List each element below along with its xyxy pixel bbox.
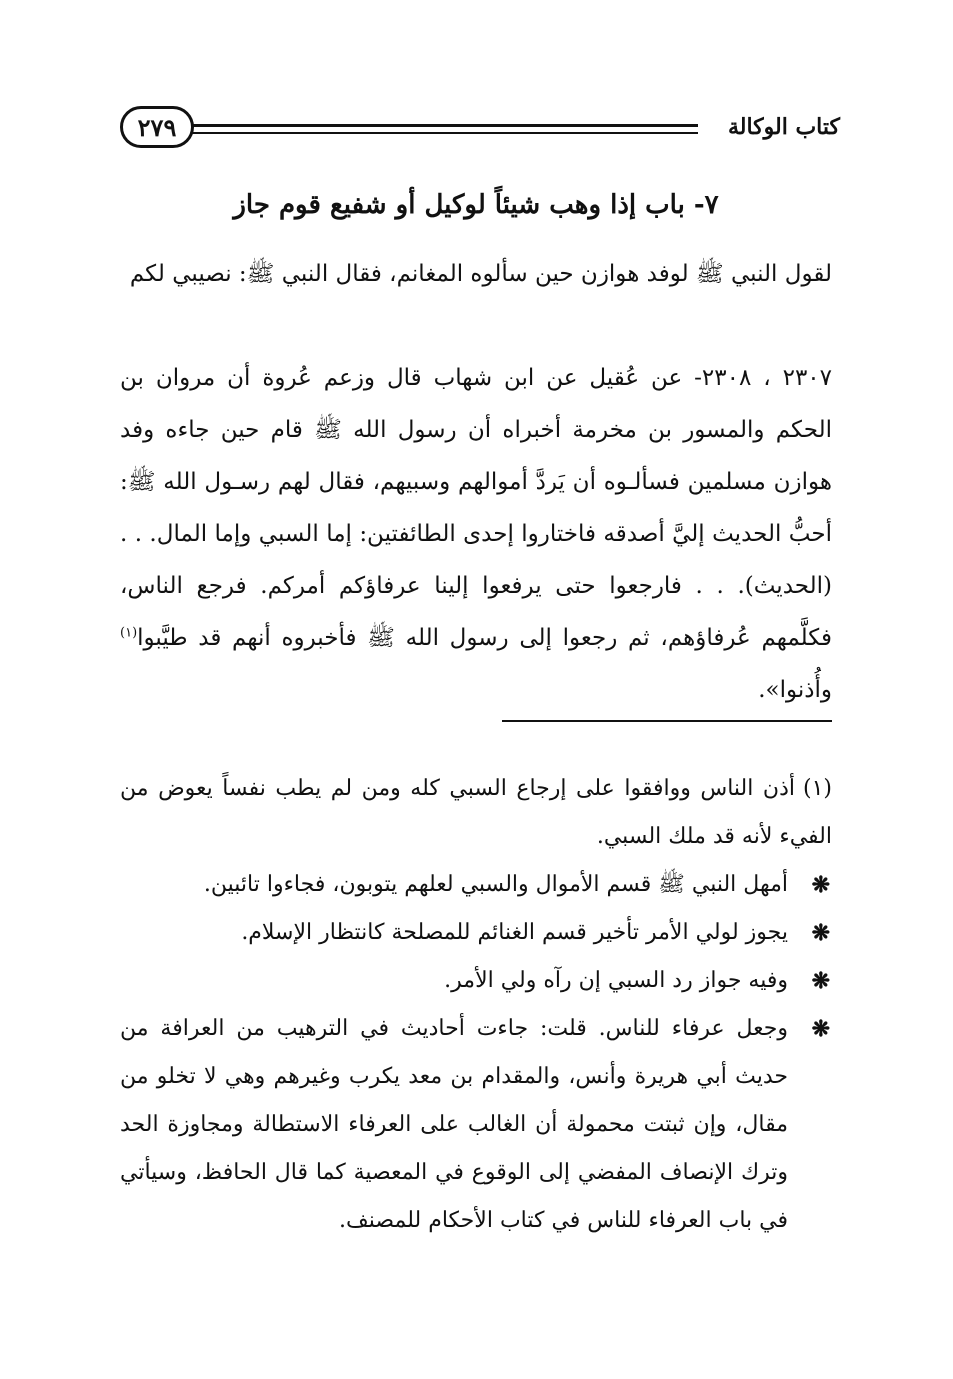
benefit-note-text: وجعل عرفاء للناس. قلت: جاءت أحاديث في الترهيب من العرافة من حديث أبي هريرة وأنس، والمقدام بن معد يكرب وغيرهم وهي لا تخلو من مقال، وإن ثبتت محمولة أن الغالب على العرفاء الاستطالة ومجاوزة الحد وترك الإنصاف المفضي إلى الوقوع في المعصية كما قال الحافظ، وسيأتي في باب العرفاء للناس في كتاب الأحكام للمصنف.	[120, 1016, 788, 1233]
benefit-note	[120, 1005, 832, 1245]
running-title: كتاب الوكالة	[727, 114, 840, 140]
hadith-text-end: وأُذنوا».	[758, 677, 832, 703]
hadith-text: ٢٣٠٧ ، ٢٣٠٨- عن عُقيل عن ابن شهاب قال وزعم عُروة أن مروان بن الحكم والمسور بن مخرمة أخبراه أن رسول الله ﷺ قام حين جاءه وفد هوازن مسلمين فسألـوه أن يَردَّ أموالهم وسبيهم، فقال لهم رسـول الله ﷺ: أحبُّ الحديث إليَّ أصدقه فاختاروا إحدى الطائفتين: إما السبي وإما المال. . . (الحديث). . . فارجعوا حتى يرفعوا إلينا عرفاؤكم أمركم. فرجع الناس، فكلَّمهم عُرفاؤهم، ثم رجعوا إلى رسول الله ﷺ فأخبروه أنهم قد طيَّبوا	[120, 365, 833, 651]
footnote-reference: (١)	[120, 625, 138, 641]
benefit-note	[120, 909, 832, 957]
benefit-note-text: يجوز لولي الأمر تأخير قسم الغنائم للمصلحة كانتظار الإسلام.	[241, 920, 788, 945]
star-bullet-icon: ❋	[811, 872, 830, 898]
footnote-text: أذن الناس ووافقوا على إرجاع السبي كله ومن لم يطب نفساً يعوض من الفيء لأنه قد ملك السبي.	[120, 776, 832, 849]
star-bullet-icon: ❋	[811, 1016, 830, 1042]
chapter-intro-text: لقول النبي ﷺ لوفد هوازن حين سألوه المغانم، فقال النبي ﷺ: نصيبي لكم	[129, 261, 832, 287]
star-bullet-icon: ❋	[811, 968, 830, 994]
footnotes-section	[120, 765, 832, 1245]
header-rule-thin	[192, 132, 698, 134]
benefit-note	[120, 957, 832, 1005]
page-number-badge: ٢٧٩	[120, 106, 194, 148]
benefit-note-text: وفيه جواز رد السبي إن رآه ولي الأمر.	[444, 968, 788, 993]
header-rule	[192, 124, 698, 127]
page-header	[120, 100, 840, 160]
star-bullet-icon: ❋	[811, 920, 830, 946]
benefit-note	[120, 861, 832, 909]
benefit-note-text: أمهل النبي ﷺ قسم الأموال والسبي لعلهم يتوبون، فجاءوا تائبين.	[203, 872, 788, 897]
footnote-number: (١)	[802, 776, 832, 801]
footnote-1	[120, 765, 832, 861]
hadith-paragraph	[120, 352, 832, 716]
chapter-heading: ٧- باب إذا وهب شيئاً لوكيل أو شفيع قوم جاز	[233, 190, 719, 220]
footnote-separator	[502, 720, 832, 722]
